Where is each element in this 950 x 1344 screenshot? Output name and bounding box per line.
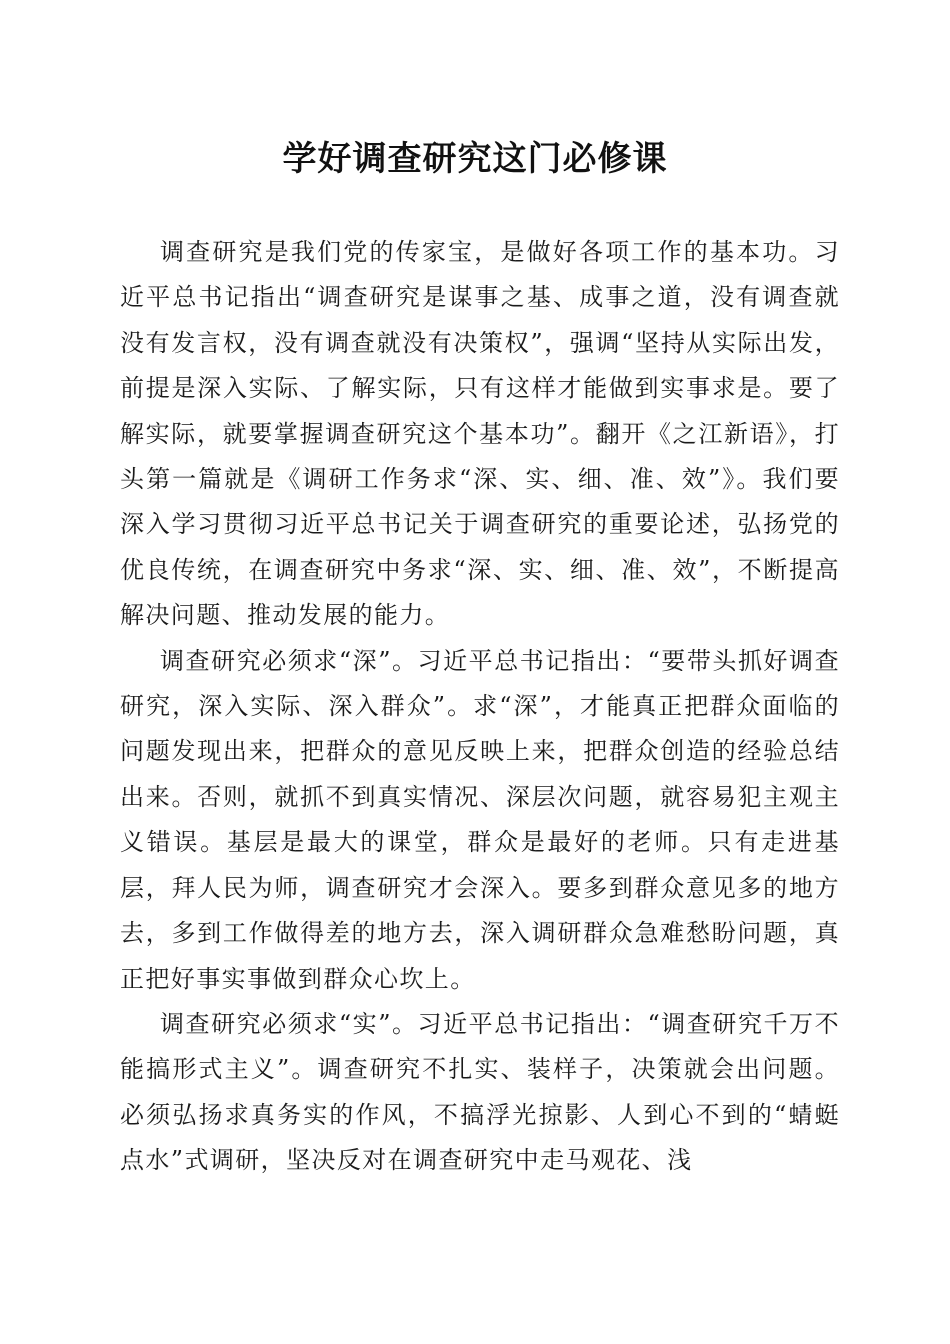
paragraph-intro: 调查研究是我们党的传家宝，是做好各项工作的基本功。习近平总书记指出“调查研究是谋事之基、成事之道，没有调查就没有发言权，没有调查就没有决策权”，强调“坚持从实际出发，前提是深入实际、了解实际，只有这样才能做到实事求是。要了解实际，就要掌握调查研究这个基本功”。翻开《之江新语》，打头第一篇就是《调研工作务求“深、实、细、准、效”》。我们要深入学习贯彻习近平总书记关于调查研究的重要论述，弘扬党的优良传统，在调查研究中务求“深、实、细、准、效”，不断提高解决问题、推动发展的能力。 xyxy=(120,238,840,630)
document-title: 学好调查研究这门必修课 xyxy=(282,139,668,179)
document-body xyxy=(120,230,840,1184)
paragraph-deep: 调查研究必须求“深”。习近平总书记指出：“要带头抓好调查研究，深入实际、深入群众”。求“深”，才能真正把群众面临的问题发现出来，把群众的意见反映上来，把群众创造的经验总结出来。否则，就抓不到真实情况、深层次问题，就容易犯主观主义错误。基层是最大的课堂，群众是最好的老师。只有走进基层，拜人民为师，调查研究才会深入。要多到群众意见多的地方去，多到工作做得差的地方去，深入调研群众急难愁盼问题，真正把好事实事做到群众心坎上。 xyxy=(120,646,840,993)
paragraph-solid: 调查研究必须求“实”。习近平总书记指出：“调查研究千万不能搞形式主义”。调查研究不扎实、装样子，决策就会出问题。必须弘扬求真务实的作风，不搞浮光掠影、人到心不到的“蜻蜓点水”式调研，坚决反对在调查研究中走马观花、浅 xyxy=(120,1009,840,1175)
